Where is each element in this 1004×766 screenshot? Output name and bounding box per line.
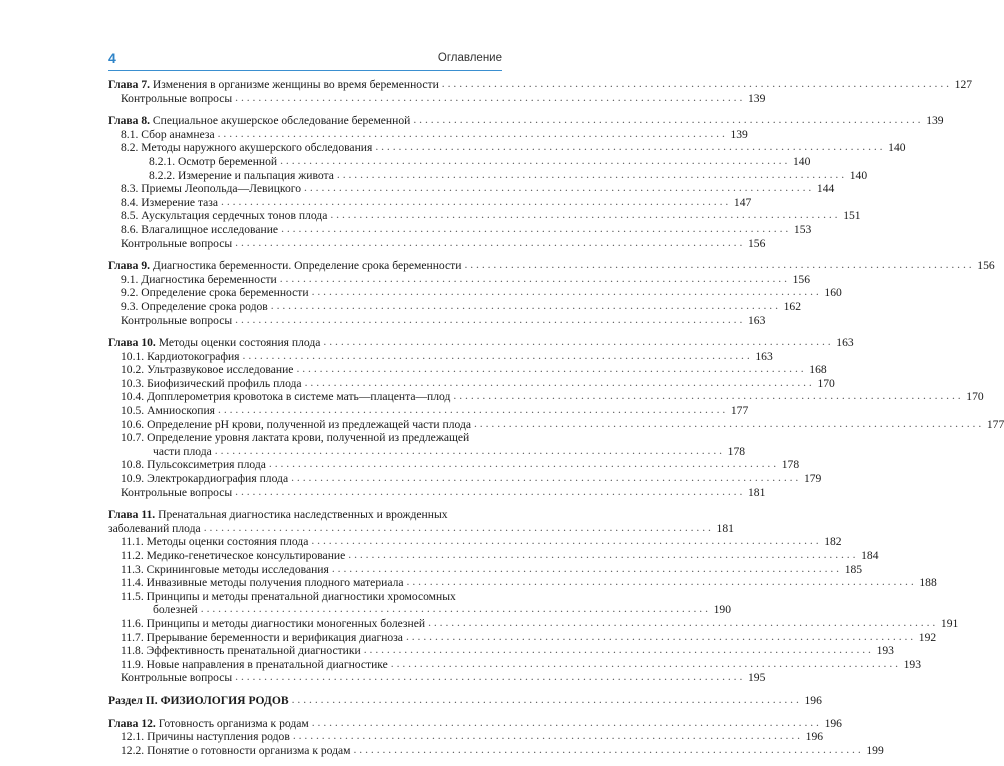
toc-entry-text xyxy=(121,418,471,432)
dot-leader xyxy=(235,485,742,499)
chapter-title: Методы оценки состояния плода xyxy=(158,336,321,350)
dot-leader xyxy=(474,417,981,431)
toc-entry-text xyxy=(121,128,215,142)
toc-chapter xyxy=(108,259,995,327)
toc-entry-text xyxy=(108,114,410,128)
toc-page-number: 139 xyxy=(747,91,766,105)
page-number: 4 xyxy=(108,50,116,66)
toc-entry-text xyxy=(121,644,361,658)
toc-entry-label: 11.9. Новые направления в пренатальной диагностике xyxy=(121,657,388,671)
toc-entry-text xyxy=(108,259,461,273)
chapter-label: Глава 8. xyxy=(108,114,153,128)
toc-entry-text xyxy=(121,182,301,196)
chapter-title: ФИЗИОЛОГИЯ РОДОВ xyxy=(160,693,289,707)
dot-leader xyxy=(337,168,844,182)
toc-page-number: 181 xyxy=(716,521,734,535)
chapter-label: Раздел II. xyxy=(108,693,161,707)
dot-leader xyxy=(312,285,819,299)
toc-entry-label: 10.8. Пульсоксиметрия плода xyxy=(121,458,266,472)
chapter-title: Пренатальная диагностика наследственных и врожденных xyxy=(158,508,448,522)
dot-leader xyxy=(218,127,725,141)
toc-entry[interactable] xyxy=(108,182,835,196)
dot-leader xyxy=(235,91,742,105)
toc-entry-label: 11.8. Эффективность пренатальной диагностики xyxy=(121,644,361,658)
toc-page-number: 185 xyxy=(844,562,863,576)
dot-leader xyxy=(271,299,778,313)
toc-page-number: 140 xyxy=(792,154,811,168)
toc-entry[interactable] xyxy=(108,603,731,617)
toc-entry-text xyxy=(121,223,278,237)
toc-page-number: 139 xyxy=(730,127,748,141)
toc-page-number: 163 xyxy=(747,313,766,327)
toc-entry-label: Контрольные вопросы xyxy=(121,671,233,685)
toc-entry-text xyxy=(121,458,266,472)
chapter-heading[interactable] xyxy=(108,716,842,731)
toc-page-number: 188 xyxy=(919,576,937,590)
toc-entry-text xyxy=(121,445,212,459)
toc-entry[interactable] xyxy=(108,222,812,237)
toc-page-number: 147 xyxy=(733,195,752,209)
toc-entry-text xyxy=(108,78,439,92)
toc-chapter xyxy=(108,114,944,250)
toc-page-number: 196 xyxy=(804,693,822,707)
dot-leader xyxy=(201,602,708,616)
dot-leader xyxy=(354,743,861,757)
toc-entry[interactable] xyxy=(108,404,749,418)
toc-entry[interactable] xyxy=(108,576,937,590)
toc-page-number: 140 xyxy=(888,141,906,155)
toc-entry-cont: части плода xyxy=(153,444,212,458)
toc-entry-label: Контрольные вопросы xyxy=(121,236,233,250)
toc-entry-label: Контрольные вопросы xyxy=(121,91,233,105)
toc-page-number: 153 xyxy=(793,222,812,236)
toc-entry-label: Контрольные вопросы xyxy=(121,485,233,499)
toc-entry-text xyxy=(121,563,329,577)
toc-page-number: 170 xyxy=(817,376,835,390)
toc-entry-label: 10.5. Амниоскопия xyxy=(121,404,216,418)
toc-entry-text xyxy=(121,671,232,685)
toc-entry-label: 10.1. Кардиотокография xyxy=(121,349,240,363)
toc-entry-text xyxy=(121,730,290,744)
toc-entry-text xyxy=(121,603,198,617)
toc-chapter xyxy=(108,508,959,685)
running-title: Оглавление xyxy=(437,52,502,64)
toc-entry-label: 9.3. Определение срока родов xyxy=(121,299,268,313)
toc-entry-label: 11.4. Инвазивные методы получения плодного материала xyxy=(121,576,404,590)
toc-entry[interactable] xyxy=(108,141,906,155)
toc-entry-text xyxy=(121,377,302,391)
chapter-label: Глава 7. xyxy=(108,78,153,91)
toc-entry[interactable] xyxy=(108,535,842,549)
chapter-title-cont: заболеваний плода xyxy=(108,521,201,535)
toc-entry-label: 8.2.1. Осмотр беременной xyxy=(149,154,278,168)
toc-entry-label: 10.9. Электрокардиография плода xyxy=(121,472,289,486)
toc-page-number: 196 xyxy=(824,716,842,730)
toc-entry[interactable] xyxy=(108,562,863,577)
toc-entry-text xyxy=(121,314,232,328)
chapter-label: Глава 10. xyxy=(108,336,159,350)
toc-entry[interactable] xyxy=(108,376,835,391)
toc-entry[interactable] xyxy=(108,168,868,183)
toc-page-number: 170 xyxy=(966,390,984,404)
toc-entry-label: 10.3. Биофизический профиль плода xyxy=(121,376,302,390)
toc-entry[interactable] xyxy=(108,363,827,377)
toc-entry-text xyxy=(121,350,240,364)
chapter-heading[interactable] xyxy=(108,259,995,273)
toc-entry-text xyxy=(121,472,288,486)
dot-leader xyxy=(280,154,787,168)
dot-leader xyxy=(269,457,776,471)
dot-leader xyxy=(330,208,837,222)
toc-entry-line[interactable]: 11.5. Принципы и методы пренатальной диагностики хромосомных xyxy=(121,589,456,603)
toc-entry-text xyxy=(121,209,327,223)
toc-entry-text xyxy=(121,658,388,672)
toc-entry[interactable] xyxy=(108,549,879,563)
dot-leader xyxy=(453,389,960,403)
toc-page-number: 196 xyxy=(805,730,824,744)
toc-entry-text xyxy=(121,631,403,645)
chapter-label: Глава 12. xyxy=(108,716,159,730)
toc-page-number: 160 xyxy=(824,286,842,300)
toc-entry[interactable] xyxy=(108,349,773,364)
toc-chapter xyxy=(108,78,973,105)
toc-entry[interactable] xyxy=(108,390,984,404)
toc-entry-label: 9.2. Определение срока беременности xyxy=(121,286,309,300)
toc-chapter xyxy=(108,716,884,758)
page-header xyxy=(108,52,502,71)
toc-page-number: 156 xyxy=(747,236,766,250)
toc-chapter xyxy=(108,336,1004,499)
toc-entry[interactable] xyxy=(108,644,894,658)
toc-entry[interactable] xyxy=(108,272,810,287)
toc-entry[interactable] xyxy=(108,299,801,314)
toc-entry-text xyxy=(121,237,232,251)
toc-entry[interactable] xyxy=(108,286,842,300)
toc-entry-text xyxy=(121,92,232,106)
toc-page-number: 163 xyxy=(755,349,773,363)
toc-entry[interactable] xyxy=(108,657,922,672)
chapter-label: Глава 11. xyxy=(108,508,159,522)
toc-entry-text xyxy=(121,535,308,549)
toc-entry[interactable] xyxy=(108,485,766,500)
chapter-heading[interactable] xyxy=(108,521,734,536)
toc-page-number: 144 xyxy=(816,182,835,196)
toc-page-number: 195 xyxy=(747,671,766,685)
toc-entry[interactable] xyxy=(108,313,766,328)
toc-entry[interactable] xyxy=(108,458,800,472)
toc-entry[interactable] xyxy=(108,127,748,142)
chapter-heading[interactable] xyxy=(108,336,854,350)
toc-entry-text xyxy=(108,336,320,350)
toc-entry[interactable] xyxy=(108,743,884,758)
dot-leader xyxy=(235,313,742,327)
toc-entry-label: 12.1. Причины наступления родов xyxy=(121,730,290,744)
chapter-title: Готовность организма к родам xyxy=(158,716,309,730)
toc-entry-label: 8.5. Аускультация сердечных тонов плода xyxy=(121,209,328,223)
toc-entry-text xyxy=(121,286,309,300)
toc-entry-text xyxy=(121,576,404,590)
chapter-heading-line[interactable] xyxy=(108,508,502,522)
toc-entry[interactable] xyxy=(108,616,959,631)
chapter-heading[interactable] xyxy=(108,114,944,128)
dot-leader xyxy=(221,195,728,209)
toc-entry-text xyxy=(121,486,232,500)
dot-leader xyxy=(243,349,750,363)
toc-entry-label: 11.7. Прерывание беременности и верификация диагноза xyxy=(121,630,403,644)
toc-entry-label: 8.4. Измерение таза xyxy=(121,195,219,209)
toc-page-number: 181 xyxy=(747,485,766,499)
chapter-title: Специальное акушерское обследование беременной xyxy=(152,114,411,128)
toc-entry[interactable] xyxy=(108,195,752,210)
toc-entry[interactable] xyxy=(108,630,937,645)
dot-leader xyxy=(464,258,971,272)
dot-leader xyxy=(296,362,803,376)
dot-leader xyxy=(312,716,819,730)
toc-entry-text xyxy=(121,363,293,377)
toc-entry-text xyxy=(121,404,215,418)
toc-page-number: 163 xyxy=(836,336,854,350)
toc-entry-text xyxy=(121,617,425,631)
toc-entry[interactable] xyxy=(108,671,766,685)
toc-page-number: 190 xyxy=(713,603,731,617)
toc-entry-label: 8.3. Приемы Леопольда—Левицкого xyxy=(121,182,302,196)
toc-entry-label: Контрольные вопросы xyxy=(121,313,233,327)
toc-entry-text xyxy=(149,155,277,169)
dot-leader xyxy=(375,140,882,154)
toc-entry-label: 12.2. Понятие о готовности организма к родам xyxy=(121,743,351,757)
toc-entry-label: 10.2. Ультразвуковое исследование xyxy=(121,363,294,377)
toc-entry-label: 8.2. Методы наружного акушерского обследования xyxy=(121,141,373,155)
toc-entry-label: 11.6. Принципы и методы диагностики моногенных болезней xyxy=(121,616,426,630)
chapter-label: Глава 9. xyxy=(108,259,153,273)
dot-leader xyxy=(293,729,800,743)
toc-entry-text xyxy=(108,694,289,708)
toc-entry-line[interactable]: 10.7. Определение уровня лактата крови, полученной из предлежащей xyxy=(121,431,470,445)
toc-page-number: 182 xyxy=(824,535,842,549)
dot-leader xyxy=(413,113,920,127)
dot-leader xyxy=(291,471,798,485)
dot-leader xyxy=(292,693,799,707)
toc-page-number: 162 xyxy=(783,299,801,313)
dot-leader xyxy=(323,335,830,349)
dot-leader xyxy=(235,236,742,250)
toc-page-number: 139 xyxy=(926,114,944,128)
toc-page-number: 177 xyxy=(730,404,749,418)
toc-entry[interactable] xyxy=(108,444,746,459)
chapter-title: Диагностика беременности. Определение срока беременности xyxy=(152,259,462,273)
toc-entry[interactable] xyxy=(108,209,861,223)
dot-leader xyxy=(407,575,914,589)
toc-page-number: 193 xyxy=(903,657,922,671)
toc-page-number: 184 xyxy=(861,549,879,562)
toc-entry-label: 11.2. Медико-генетическое консультирование xyxy=(121,549,346,562)
dot-leader xyxy=(235,670,742,684)
toc-entry-text xyxy=(149,169,334,183)
chapter-heading[interactable] xyxy=(108,693,822,708)
dot-leader xyxy=(391,657,898,671)
toc-page-number: 140 xyxy=(849,168,868,182)
dot-leader xyxy=(281,222,788,236)
dot-leader xyxy=(218,403,725,417)
toc-entry-text xyxy=(121,549,345,563)
dot-leader xyxy=(364,643,871,657)
toc-chapter xyxy=(108,693,822,708)
dot-leader xyxy=(304,181,811,195)
dot-leader xyxy=(428,616,935,630)
toc-page-number: 156 xyxy=(792,272,810,286)
toc-page-number: 177 xyxy=(986,417,1004,431)
toc-page-number: 191 xyxy=(940,616,959,630)
toc-entry-label: 8.1. Сбор анамнеза xyxy=(121,127,215,141)
toc-entry-text xyxy=(121,300,268,314)
toc-entry[interactable] xyxy=(108,417,1004,432)
toc-entry-text xyxy=(108,717,309,731)
toc-page-number: 178 xyxy=(727,444,746,458)
toc-entry-text xyxy=(121,141,372,155)
chapter-title: Изменения в организме женщины во время беременности xyxy=(152,78,439,91)
toc-entry-label: 8.6. Влагалищное исследование xyxy=(121,222,279,236)
toc-entry-label: 10.4. Допплерометрия кровотока в системе мать—плацента—плод xyxy=(121,390,451,404)
dot-leader xyxy=(305,376,812,390)
toc-entry[interactable] xyxy=(108,730,824,744)
toc-entry[interactable] xyxy=(108,91,766,106)
toc-page-number: 168 xyxy=(809,363,827,377)
dot-leader xyxy=(215,444,722,458)
dot-leader xyxy=(280,272,787,286)
toc-entry-text xyxy=(121,196,218,210)
dot-leader xyxy=(332,562,839,576)
toc-page-number: 192 xyxy=(918,630,937,644)
toc-page-number: 178 xyxy=(781,458,800,472)
dot-leader xyxy=(442,77,949,91)
toc-entry[interactable] xyxy=(108,472,822,486)
dot-leader xyxy=(311,534,818,548)
toc-entry-text xyxy=(121,273,277,287)
table-of-contents xyxy=(108,78,1004,766)
chapter-heading[interactable] xyxy=(108,78,973,92)
dot-leader xyxy=(406,630,913,644)
toc-entry-label: 10.6. Определение рН крови, полученной из предлежащей части плода xyxy=(121,417,471,431)
toc-page-number: 199 xyxy=(866,743,884,757)
toc-entry-text xyxy=(108,522,201,536)
toc-page-number: 127 xyxy=(954,78,973,91)
toc-page-number: 156 xyxy=(977,259,995,273)
toc-entry[interactable] xyxy=(108,236,766,251)
toc-entry-label: 8.2.2. Измерение и пальпация живота xyxy=(149,168,334,182)
toc-entry-label: 9.1. Диагностика беременности xyxy=(121,272,277,286)
dot-leader xyxy=(204,521,711,535)
toc-page-number: 193 xyxy=(876,644,894,658)
dot-leader xyxy=(348,548,855,562)
toc-entry-label: 11.1. Методы оценки состояния плода xyxy=(121,535,309,549)
toc-page-number: 151 xyxy=(843,209,861,223)
toc-entry-text xyxy=(121,744,351,758)
toc-page-number: 179 xyxy=(803,472,822,486)
toc-entry[interactable] xyxy=(108,154,811,169)
toc-entry-cont: болезней xyxy=(153,603,198,617)
toc-entry-text xyxy=(121,390,450,404)
toc-entry-label: 11.3. Скрининговые методы исследования xyxy=(121,562,329,576)
